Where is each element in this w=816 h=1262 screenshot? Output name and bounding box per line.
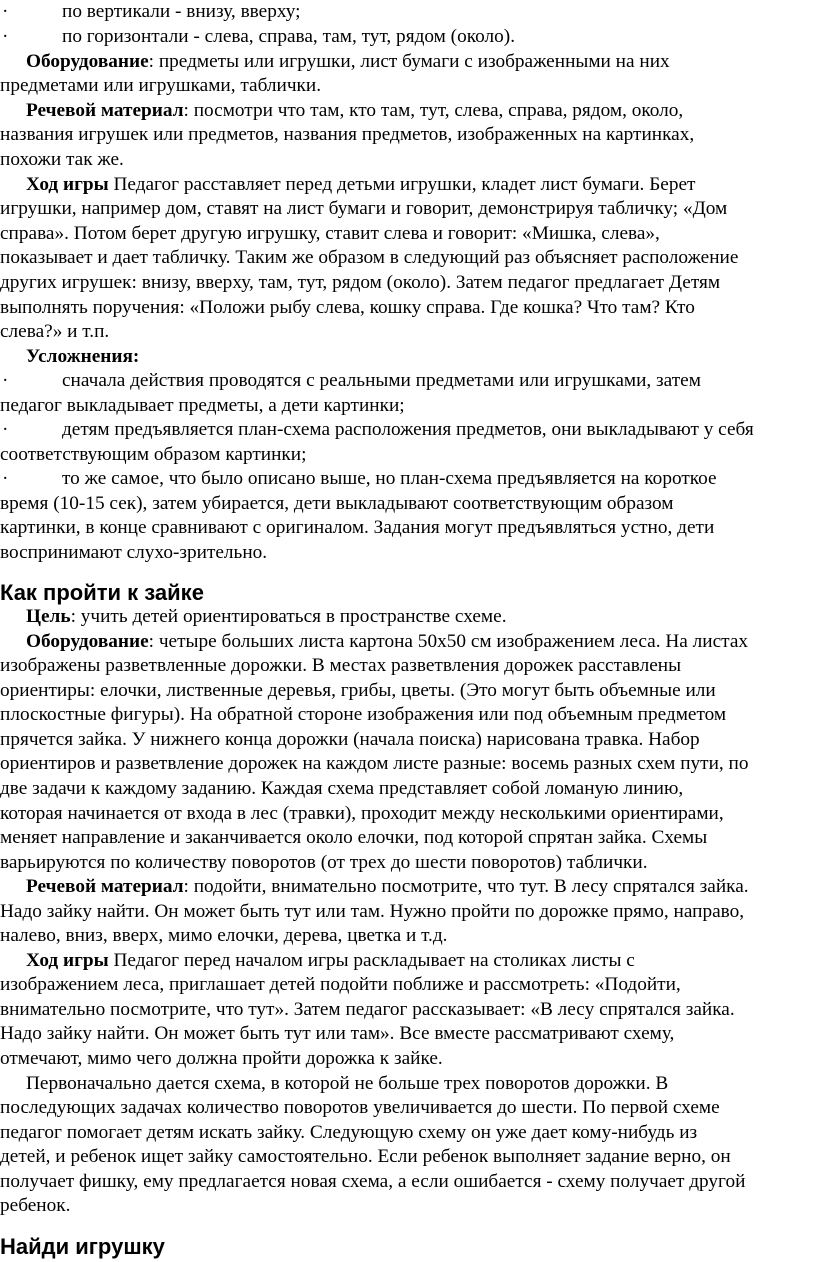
- text-line: изображением леса, приглашает детей подойти поближе и рассмотреть: «Подойти,: [0, 974, 681, 995]
- speech-label: Речевой материал: [26, 100, 184, 121]
- speech-paragraph: [26, 875, 749, 899]
- bullet-text: детям предъявляется план-схема расположения предметов, они выкладывают у себя: [62, 419, 754, 440]
- bullet-text: по горизонтали - слева, справа, там, тут, рядом (около).: [62, 26, 516, 47]
- text-line: картинки, в конце сравнивают с оригиналом. Задания могут предъявляться устно, дети: [0, 517, 715, 538]
- equipment-paragraph: [26, 50, 670, 74]
- text-line: время (10-15 сек), затем убирается, дети выкладывают соответствующим образом: [0, 493, 674, 514]
- text-line: слева?» и т.п.: [0, 321, 110, 342]
- equipment-label: Оборудование: [26, 631, 149, 652]
- text-line: прячется зайка. У нижнего конца дорожки (начала поиска) нарисована травка. Набор: [0, 729, 700, 750]
- text-line: Педагог перед началом игры раскладывает на столиках листы с: [108, 950, 635, 971]
- text-line: соответствующим образом картинки;: [0, 444, 307, 465]
- text-line: плоскостные фигуры). На обратной стороне изображения или под объемным предметом: [0, 704, 727, 725]
- text-line: Надо зайку найти. Он может быть тут или там». Все вместе рассматривают схему,: [0, 1023, 675, 1044]
- text-line: : учить детей ориентироваться в пространстве схеме.: [70, 606, 507, 627]
- text-line: изображены разветвленные дорожки. В местах разветвления дорожек расставлены: [0, 655, 682, 676]
- bullet-text: по вертикали - внизу, вверху;: [62, 1, 301, 22]
- text-line: : предметы или игрушки, лист бумаги с изображенными на них: [148, 51, 670, 72]
- text-line: : четыре больших листа картона 50х50 см изображением леса. На листах: [148, 631, 749, 652]
- text-line: налево, вниз, вверх, мимо елочки, дерева, цветка и т.д.: [0, 925, 448, 946]
- text-line: игрушки, например дом, ставят на лист бумаги и говорит, демонстрируя табличку; «Дом: [0, 198, 728, 219]
- text-line: ребенок.: [0, 1195, 71, 1216]
- bullet-mark: ·: [2, 26, 9, 47]
- text-line: две задачи к каждому заданию. Каждая схема представляет собой ломаную линию,: [0, 778, 684, 799]
- text-line: справа». Потом берет другую игрушку, ставит слева и говорит: «Мишка, слева»,: [0, 223, 660, 244]
- text-line: названия игрушек или предметов, названия предметов, изображенных на картинках,: [0, 124, 695, 145]
- text-line: : посмотри что там, кто там, тут, слева, справа, рядом, около,: [183, 100, 684, 121]
- text-line: детей, и ребенок ищет зайку самостоятельно. Если ребенок выполняет задание верно, он: [0, 1146, 731, 1167]
- bullet-mark: ·: [2, 1, 9, 22]
- speech-label: Речевой материал: [26, 876, 184, 897]
- text-line: Педагог расставляет перед детьми игрушки, кладет лист бумаги. Берет: [108, 174, 696, 195]
- equipment-paragraph: [26, 630, 748, 654]
- section-title: Как пройти к зайке: [0, 580, 204, 605]
- text-line: воспринимают слухо-зрительно.: [0, 542, 268, 563]
- section-title: Найди игрушку: [0, 1234, 165, 1259]
- bullet-text: то же самое, что было описано выше, но план-схема предъявляется на короткое: [62, 468, 717, 489]
- course-label: Ход игры: [26, 950, 109, 971]
- text-line: выполнять поручения: «Положи рыбу слева, кошку справа. Где кошка? Что там? Кто: [0, 297, 695, 318]
- goal-label: Цель: [26, 606, 71, 627]
- text-line: получает фишку, ему предлагается новая схема, а если ошибается - схему получает другой: [0, 1171, 746, 1192]
- bullet-text: сначала действия проводятся с реальными предметами или игрушками, затем: [62, 370, 701, 391]
- text-line: похожи так же.: [0, 149, 124, 170]
- text-line: : подойти, внимательно посмотрите, что тут. В лесу спрятался зайка.: [183, 876, 749, 897]
- text-line: внимательно посмотрите, что тут». Затем педагог рассказывает: «В лесу спрятался зайка.: [0, 999, 735, 1020]
- text-line: меняет направление и заканчивается около елочки, под которой спрятан зайка. Схемы: [0, 827, 708, 848]
- text-line: предметами или игрушками, таблички.: [0, 75, 322, 96]
- text-line: ориентиров и разветвление дорожек на каждом листе разные: восемь разных схем пути, по: [0, 753, 749, 774]
- course-paragraph: [26, 173, 695, 197]
- bullet-mark: ·: [2, 419, 9, 440]
- text-line: ориентиры: елочки, лиственные деревья, грибы, цветы. (Это могут быть объемные или: [0, 680, 716, 701]
- text-line: Надо зайку найти. Он может быть тут или там. Нужно пройти по дорожке прямо, направо,: [0, 901, 745, 922]
- text-line: которая начинается от входа в лес (травки), проходит между несколькими ориентирами,: [0, 803, 724, 824]
- text-line: показывает и дает табличку. Таким же образом в следующий раз объясняет расположение: [0, 247, 739, 268]
- text-line: отмечают, мимо чего должна пройти дорожка к зайке.: [0, 1048, 443, 1069]
- goal-paragraph: [26, 605, 507, 629]
- text-line: Первоначально дается схема, в которой не больше трех поворотов дорожки. В: [26, 1073, 669, 1094]
- text-line: последующих задачах количество поворотов увеличивается до шести. По первой схеме: [0, 1097, 720, 1118]
- bullet-mark: ·: [2, 370, 9, 391]
- speech-paragraph: [26, 99, 683, 123]
- complications-heading: Усложнения:: [26, 346, 140, 367]
- text-line: педагог выкладывает предметы, а дети картинки;: [0, 395, 405, 416]
- text-line: педагог помогает детям искать зайку. Следующую схему он уже дает кому-нибудь из: [0, 1122, 698, 1143]
- equipment-label: Оборудование: [26, 51, 149, 72]
- course-label: Ход игры: [26, 174, 109, 195]
- course-paragraph: [26, 949, 635, 973]
- bullet-mark: ·: [2, 468, 9, 489]
- text-line: других игрушек: внизу, вверху, там, тут, рядом (около). Затем педагог предлагает Детям: [0, 272, 721, 293]
- text-line: варьируются по количеству поворотов (от трех до шести поворотов) таблички.: [0, 852, 648, 873]
